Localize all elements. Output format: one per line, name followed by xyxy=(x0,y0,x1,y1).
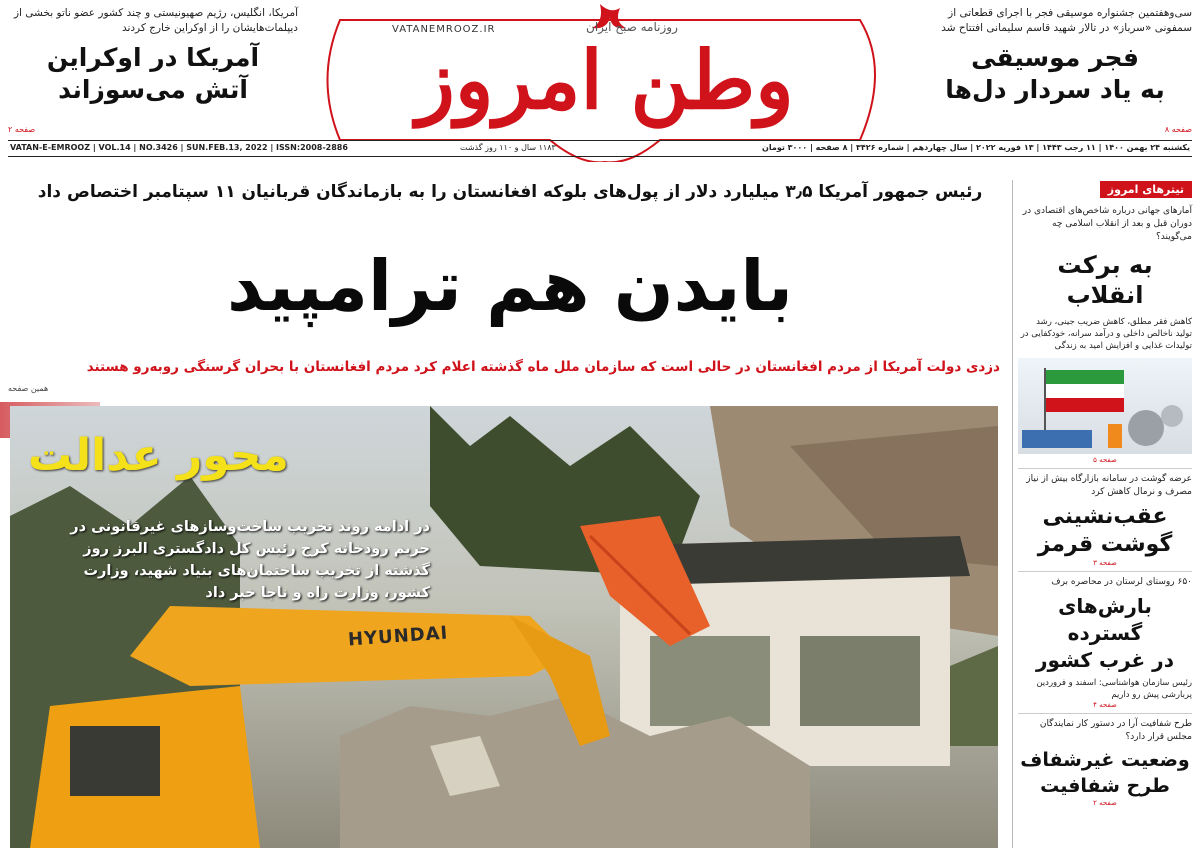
photo-story-text[interactable]: در ادامه روند تخریب ساخت‌وسازهای غیرقانونی در حریم رودخانه کرج رئیس کل دادگستری البرز روز گذشته از تخریب ساختمان‌های بنیاد شهید، وزارت کشور، وزارت راه و ناجا خبر داد xyxy=(70,519,430,601)
photo-story-title[interactable]: محور عدالت xyxy=(28,430,289,481)
dateline-rule-bottom xyxy=(8,156,1192,157)
sidebar-item-headline-line1: بارش‌های گسترده xyxy=(1058,594,1152,645)
lead-photo xyxy=(10,406,998,848)
right-teaser-headline-line1: فجر موسیقی xyxy=(971,43,1139,72)
flag-green xyxy=(1046,370,1124,384)
sidebar-header xyxy=(1018,178,1192,197)
dateline-persian-right: یکشنبه ۲۴ بهمن ۱۴۰۰ | ۱۱ رجب ۱۴۴۳ | ۱۳ فوریه ۲۰۲۲ | سال چهاردهم | شماره ۳۴۲۶ | ۸ صفحه | ۳۰۰۰ تومان xyxy=(762,143,1190,152)
sidebar-item-rain[interactable] xyxy=(1018,571,1192,709)
sidebar-item-kicker: عرضه گوشت در سامانه بازارگاه بیش از نیاز مصرف و نرمال کاهش کرد xyxy=(1026,474,1192,497)
left-teaser-page-ref: صفحه ۲ xyxy=(8,125,36,134)
sidebar-item-headline-line2: طرح شفافیت xyxy=(1040,775,1170,797)
excavator-brand: HYUNDAI xyxy=(347,622,449,651)
sidebar-item-headline-line1: وضعیت غیرشفاف xyxy=(1020,749,1190,771)
masthead-site-url[interactable]: VATANEMROOZ.IR xyxy=(392,24,496,35)
main-headline[interactable]: بایدن هم ترامپید xyxy=(227,245,793,327)
dateline-english: VATAN-E-EMROOZ | VOL.14 | NO.3426 | SUN.FEB.13, 2022 | ISSN:2008-2886 xyxy=(10,143,348,152)
right-teaser[interactable] xyxy=(918,6,1192,136)
sidebar xyxy=(1018,178,1192,848)
photo-excavator-window xyxy=(70,726,160,796)
masthead-logo[interactable]: وطن امروز xyxy=(416,33,794,127)
main-subhead[interactable]: دزدی دولت آمریکا از مردم افغانستان در حالی است که سازمان ملل ماه گذشته اعلام کرد مردم افغانستان با بحران گرسنگی روبه‌رو هستند xyxy=(86,359,1000,375)
sidebar-item-headline-line1: عقب‌نشینی xyxy=(1042,504,1168,529)
left-teaser-headline[interactable] xyxy=(8,42,298,106)
masthead xyxy=(300,0,910,162)
sidebar-item-page-ref: صفحه ۳ xyxy=(1093,559,1117,567)
sidebar-divider xyxy=(1012,180,1013,848)
photo-building-window xyxy=(650,636,770,726)
masthead-tagline: روزنامه صبح ایران xyxy=(586,20,678,34)
sidebar-item-kicker: ۶۵۰ روستای لرستان در محاصره برف xyxy=(1051,577,1192,587)
traffic-cone-icon xyxy=(1108,424,1122,448)
sidebar-item-revolution[interactable] xyxy=(1018,205,1192,464)
sidebar-item-headline xyxy=(1018,250,1192,310)
right-teaser-page-ref: صفحه ۸ xyxy=(1164,125,1192,134)
sidebar-item-transparency[interactable] xyxy=(1018,713,1192,807)
dateline-persian-mid: ۱۱۸۳ سال و ۱۱۰ روز گذشت xyxy=(460,143,556,152)
left-teaser-headline-line1: آمریکا در اوکراین xyxy=(46,43,260,72)
sidebar-item-meat[interactable] xyxy=(1018,468,1192,567)
gear-large-icon xyxy=(1128,410,1164,446)
gear-small-icon xyxy=(1161,405,1183,427)
sidebar-item-headline-line1: به برکت xyxy=(1057,251,1153,279)
sidebar-item-headline xyxy=(1018,747,1192,799)
sidebar-item-image xyxy=(1018,358,1192,454)
main-overline[interactable]: رئیس جمهور آمریکا ۳٫۵ میلیارد دلار از پول‌های بلوکه افغانستان را به بازماندگان قربانیان ۱۱ سپتامبر اختصاص داد xyxy=(37,182,983,202)
left-teaser-headline-line2: آتش می‌سوزاند xyxy=(58,75,248,104)
sidebar-item-headline-line2: انقلاب xyxy=(1066,281,1144,309)
sidebar-item-headline xyxy=(1018,593,1192,674)
sidebar-item-headline xyxy=(1018,503,1192,559)
dateline-rule-top xyxy=(8,140,1192,141)
sidebar-item-headline-line2: در غرب کشور xyxy=(1036,648,1174,672)
sidebar-header-label: تیترهای امروز xyxy=(1100,181,1192,198)
sidebar-item-bullet: کاهش فقر مطلق، کاهش ضریب جینی، رشد تولید ناخالص داخلی و درآمد سرانه، خودکفایی در تولیدات غذایی و افزایش امید به زندگی xyxy=(1020,317,1192,351)
right-teaser-headline[interactable] xyxy=(918,42,1192,106)
sidebar-item-page-ref: صفحه ۵ xyxy=(1093,456,1117,464)
flag-and-gears-illustration xyxy=(1018,358,1192,454)
flag-white xyxy=(1046,384,1124,398)
sidebar-item-kicker: آمارهای جهانی درباره شاخص‌های اقتصادی در دوران قبل و بعد از انقلاب اسلامی چه می‌گویند؟ xyxy=(1022,206,1192,242)
sidebar-item-bullet: رئیس سازمان هواشناسی: اسفند و فروردین پربارشی پیش رو داریم xyxy=(1036,678,1192,700)
sidebar-item-headline-line2: گوشت قرمز xyxy=(1037,532,1173,557)
right-teaser-kicker: سی‌وهفتمین جشنواره موسیقی فجر با اجرای قطعاتی از سمفونی «سرباز» در تالار شهید قاسم سلیمانی افتتاح شد xyxy=(941,7,1192,34)
left-teaser-kicker: آمریکا، انگلیس، رژیم صهیونیستی و چند کشور عضو ناتو بخشی از دیپلمات‌هایشان را از اوکراین خارج کردند xyxy=(13,7,298,34)
sidebar-item-page-ref: صفحه ۲ xyxy=(1093,799,1117,807)
blueprint-roll xyxy=(1022,430,1092,448)
main-page-ref: همین صفحه xyxy=(8,384,49,393)
sidebar-item-page-ref: صفحه ۴ xyxy=(1093,701,1117,709)
right-teaser-headline-line2: به یاد سردار دل‌ها xyxy=(945,75,1165,104)
flag-red xyxy=(1046,398,1124,412)
sidebar-item-kicker: طرح شفافیت آرا در دستور کار نمایندگان مجلس قرار دارد؟ xyxy=(1039,719,1192,742)
photo-building-window-2 xyxy=(800,636,920,726)
left-teaser[interactable] xyxy=(8,6,298,136)
